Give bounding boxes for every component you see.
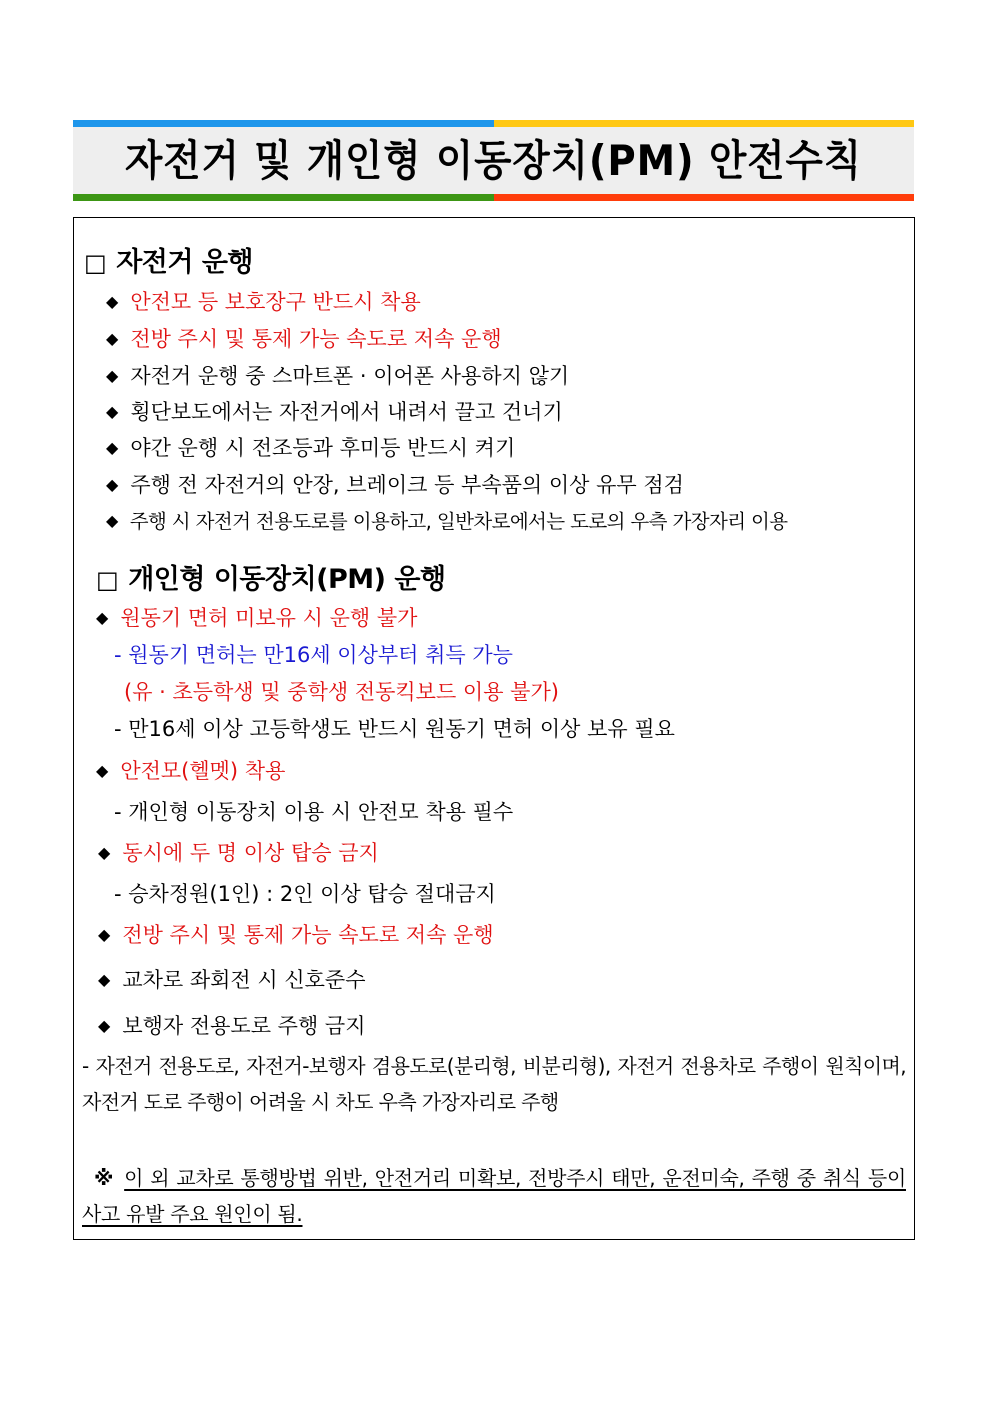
section-heading-pm [96,563,446,597]
rule-detail [114,798,513,826]
rule-helmet [96,757,285,787]
square-marker-icon: □ [96,566,119,594]
rule-license [96,604,417,634]
rule-detail-text: - 개인형 이동장치 이용 시 안전모 착용 필수 [114,800,514,824]
rule-title: 전방 주시 및 통제 가능 속도로 저속 운행 [122,923,494,947]
diamond-bullet-icon: ◆ [106,329,119,348]
diamond-bullet-icon: ◆ [96,761,109,780]
list-item [106,325,502,355]
reference-mark-icon: ※ [94,1166,115,1190]
rule-detail-text: (유 · 초등학생 및 중학생 전동킥보드 이용 불가) [124,680,559,704]
band-top-right [494,120,915,127]
band-top-left [73,120,494,127]
rule-detail-text: - 승차정원(1인) : 2인 이상 탑승 절대금지 [114,882,496,906]
note-paragraph [82,1160,906,1232]
rule-sidewalk [98,1012,365,1042]
section-heading-bicycle [84,246,253,280]
diamond-bullet-icon: ◆ [106,511,118,530]
diamond-bullet-icon: ◆ [106,475,119,494]
content-box [73,217,915,1240]
section-heading-text: 자전거 운행 [116,247,253,278]
list-item-text: 전방 주시 및 통제 가능 속도로 저속 운행 [130,327,502,351]
rule-title: 교차로 좌회전 시 신호준수 [122,968,366,992]
page-title: 자전거 및 개인형 이동장치(PM) 안전수칙 [125,136,862,185]
diamond-bullet-icon: ◆ [98,1016,111,1035]
rule-speed [98,921,494,951]
diamond-bullet-icon: ◆ [106,366,119,385]
diamond-bullet-icon: ◆ [96,608,109,627]
list-item-text: 안전모 등 보호장구 반드시 착용 [130,290,421,314]
diamond-bullet-icon: ◆ [106,402,119,421]
list-item-text: 주행 시 자전거 전용도로를 이용하고, 일반차로에서는 도로의 우측 가장자리 이용 [129,510,788,533]
list-item-text: 자전거 운행 중 스마트폰 · 이어폰 사용하지 않기 [130,364,570,388]
diamond-bullet-icon: ◆ [98,925,111,944]
section-heading-text: 개인형 이동장치(PM) 운행 [128,564,446,595]
list-item-text: 야간 운행 시 전조등과 후미등 반드시 켜기 [130,436,516,460]
rule-title: 보행자 전용도로 주행 금지 [122,1014,366,1038]
rule-detail-text: - 만16세 이상 고등학생도 반드시 원동기 면허 이상 보유 필요 [114,717,675,741]
rule-detail-paragraph: - 자전거 전용도로, 자전거-보행자 겸용도로(분리형, 비분리형), 자전거 전용차로 주행이 원칙이며, 자전거 도로 주행이 어려울 시 차도 우측 가장자리로 주행 [82,1054,906,1114]
diamond-bullet-icon: ◆ [106,438,119,457]
rule-detail-text: - 원동기 면허는 만16세 이상부터 취득 가능 [114,643,513,667]
band-bottom-left [73,194,494,201]
list-item-text: 횡단보도에서는 자전거에서 내려서 끌고 건너기 [130,400,563,424]
rule-title: 동시에 두 명 이상 탑승 금지 [122,841,379,865]
rule-signal [98,966,365,996]
square-marker-icon: □ [84,249,107,277]
note-text: 이 외 교차로 통행방법 위반, 안전거리 미확보, 전방주시 태만, 운전미숙, 주행 중 취식 등이 사고 유발 주요 원인이 됨. [82,1166,906,1226]
rule-detail [114,880,496,908]
rule-riders [98,839,379,869]
rule-title: 원동기 면허 미보유 시 운행 불가 [120,606,418,630]
rule-detail [124,678,559,706]
title-banner [73,120,914,201]
list-item [106,398,563,428]
diamond-bullet-icon: ◆ [106,292,119,311]
band-bottom-right [494,194,915,201]
list-item [106,471,684,501]
rule-detail [114,715,675,743]
rule-title: 안전모(헬멧) 착용 [120,759,286,783]
list-item-text: 주행 전 자전거의 안장, 브레이크 등 부속품의 이상 유무 점검 [130,473,684,497]
diamond-bullet-icon: ◆ [98,843,111,862]
diamond-bullet-icon: ◆ [98,970,111,989]
rule-detail [114,641,513,669]
list-item [106,508,788,537]
list-item [106,362,569,392]
list-item [106,434,515,464]
list-item [106,288,421,318]
